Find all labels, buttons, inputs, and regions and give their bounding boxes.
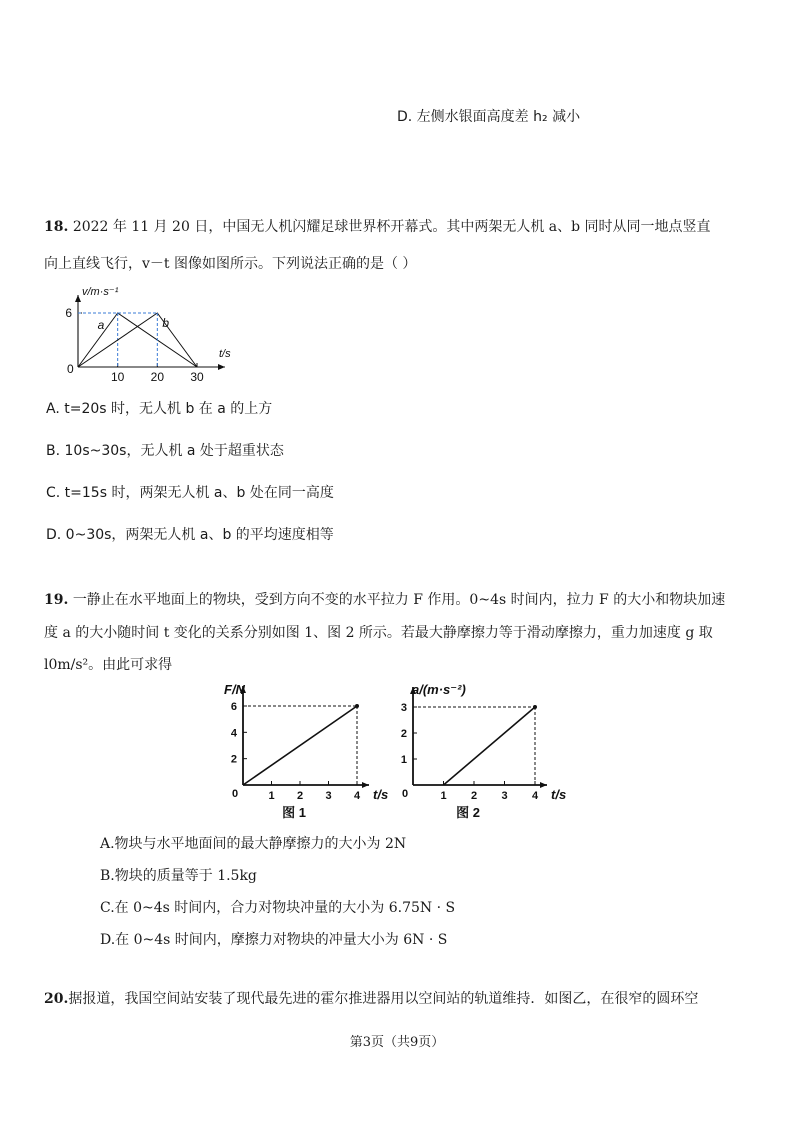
- q19-option-b: B.物块的质量等于 1.5kg: [100, 868, 257, 884]
- origin-label: 0: [67, 362, 74, 376]
- q19-option-d: D.在 0~4s 时间内，摩擦力对物块的冲量大小为 6N · S: [100, 932, 448, 948]
- x-tick-label: 1: [440, 790, 447, 802]
- endpoint-dot: [355, 704, 359, 708]
- x-axis-arrow: [362, 782, 369, 788]
- x-tick-label: 4: [531, 790, 539, 802]
- y-tick-label: 6: [230, 701, 237, 713]
- y-axis-label: a/(m·s⁻²): [412, 682, 466, 697]
- y-tick-label: 4: [230, 727, 237, 740]
- y-axis-arrow: [75, 295, 81, 302]
- q19-stem-line3: l0m/s²。由此可求得: [44, 657, 173, 673]
- chart-caption: 图 1: [282, 805, 306, 820]
- chart-caption: 图 2: [456, 805, 480, 820]
- q18-option-c: C. t=15s 时，两架无人机 a、b 处在同一高度: [46, 485, 334, 501]
- q18-number: 18.: [44, 219, 69, 235]
- q19-option-c: C.在 0~4s 时间内，合力对物块冲量的大小为 6.75N · S: [100, 900, 456, 916]
- series-line-a: [444, 707, 536, 785]
- x-tick-label: 4: [353, 790, 361, 802]
- y-axis-label: F/N: [224, 682, 245, 697]
- origin-label: 0: [402, 788, 409, 800]
- q19-stem-line2: 度 a 的大小随时间 t 变化的关系分别如图 1、图 2 所示。若最大静摩擦力等于滑动摩擦力，重力加速度 g 取: [44, 625, 713, 641]
- series-line-F: [243, 706, 357, 785]
- x-tick-label: 2: [470, 790, 478, 802]
- y-tick-label: 3: [400, 702, 407, 714]
- series-line-a: [78, 313, 197, 367]
- series-line-b: [78, 313, 197, 367]
- origin-label: 0: [232, 788, 239, 800]
- series-label-a: a: [97, 318, 105, 332]
- x-axis-label: t/s: [219, 348, 231, 360]
- q19-number: 19.: [44, 592, 69, 608]
- y-tick-label: 2: [400, 728, 407, 740]
- q19-option-a: A.物块与水平地面间的最大静摩擦力的大小为 2N: [100, 836, 407, 852]
- y-axis-label: v/m·s⁻¹: [82, 286, 119, 298]
- x-tick-label: 30: [190, 370, 204, 383]
- y-tick-label: 1: [400, 754, 407, 766]
- x-tick-label: 1: [268, 790, 275, 802]
- endpoint-dot: [533, 705, 537, 709]
- q19-accel-chart: [398, 678, 578, 823]
- x-tick-label: 2: [296, 790, 304, 802]
- x-tick-label: 10: [110, 370, 125, 383]
- prev-option-d: D. 左侧水银面高度差 h₂ 减小: [397, 109, 581, 125]
- q20-stem-line1: 20.据报道，我国空间站安装了现代最先进的霍尔推进器用以空间站的轨道维持．如图乙，在很窄的圆环空: [44, 991, 699, 1007]
- y-tick-label: 2: [230, 753, 237, 766]
- x-axis-label: t/s: [373, 787, 389, 802]
- q19-force-chart: [222, 678, 392, 823]
- page-footer: 第3页（共9页）: [349, 1035, 445, 1050]
- x-axis-label: t/s: [551, 787, 567, 802]
- q18-option-d: D. 0~30s，两架无人机 a、b 的平均速度相等: [46, 527, 334, 543]
- q18-option-b: B. 10s~30s，无人机 a 处于超重状态: [46, 443, 284, 459]
- series-label-b: b: [162, 316, 170, 330]
- q18-option-a: A. t=20s 时，无人机 b 在 a 的上方: [46, 401, 273, 417]
- q19-stem-line1: 19. 一静止在水平地面上的物块，受到方向不变的水平拉力 F 作用。0~4s 时间内，拉力 F 的大小和物块加速: [44, 592, 726, 608]
- y-tick-label: 6: [65, 306, 72, 320]
- x-tick-label: 20: [150, 370, 165, 383]
- x-axis-arrow: [540, 782, 547, 788]
- q20-number: 20.: [44, 991, 69, 1007]
- q18-vt-chart: [52, 283, 252, 383]
- q18-stem-line1: 18. 2022 年 11 月 20 日，中国无人机闪耀足球世界杯开幕式。其中两架无人机 a、b 同时从同一地点竖直: [44, 219, 711, 235]
- x-tick-label: 3: [501, 790, 508, 802]
- x-tick-label: 3: [325, 790, 332, 802]
- q18-stem-line2: 向上直线飞行，v－t 图像如图所示。下列说法正确的是（ ）: [44, 256, 417, 272]
- x-axis-arrow: [218, 364, 225, 370]
